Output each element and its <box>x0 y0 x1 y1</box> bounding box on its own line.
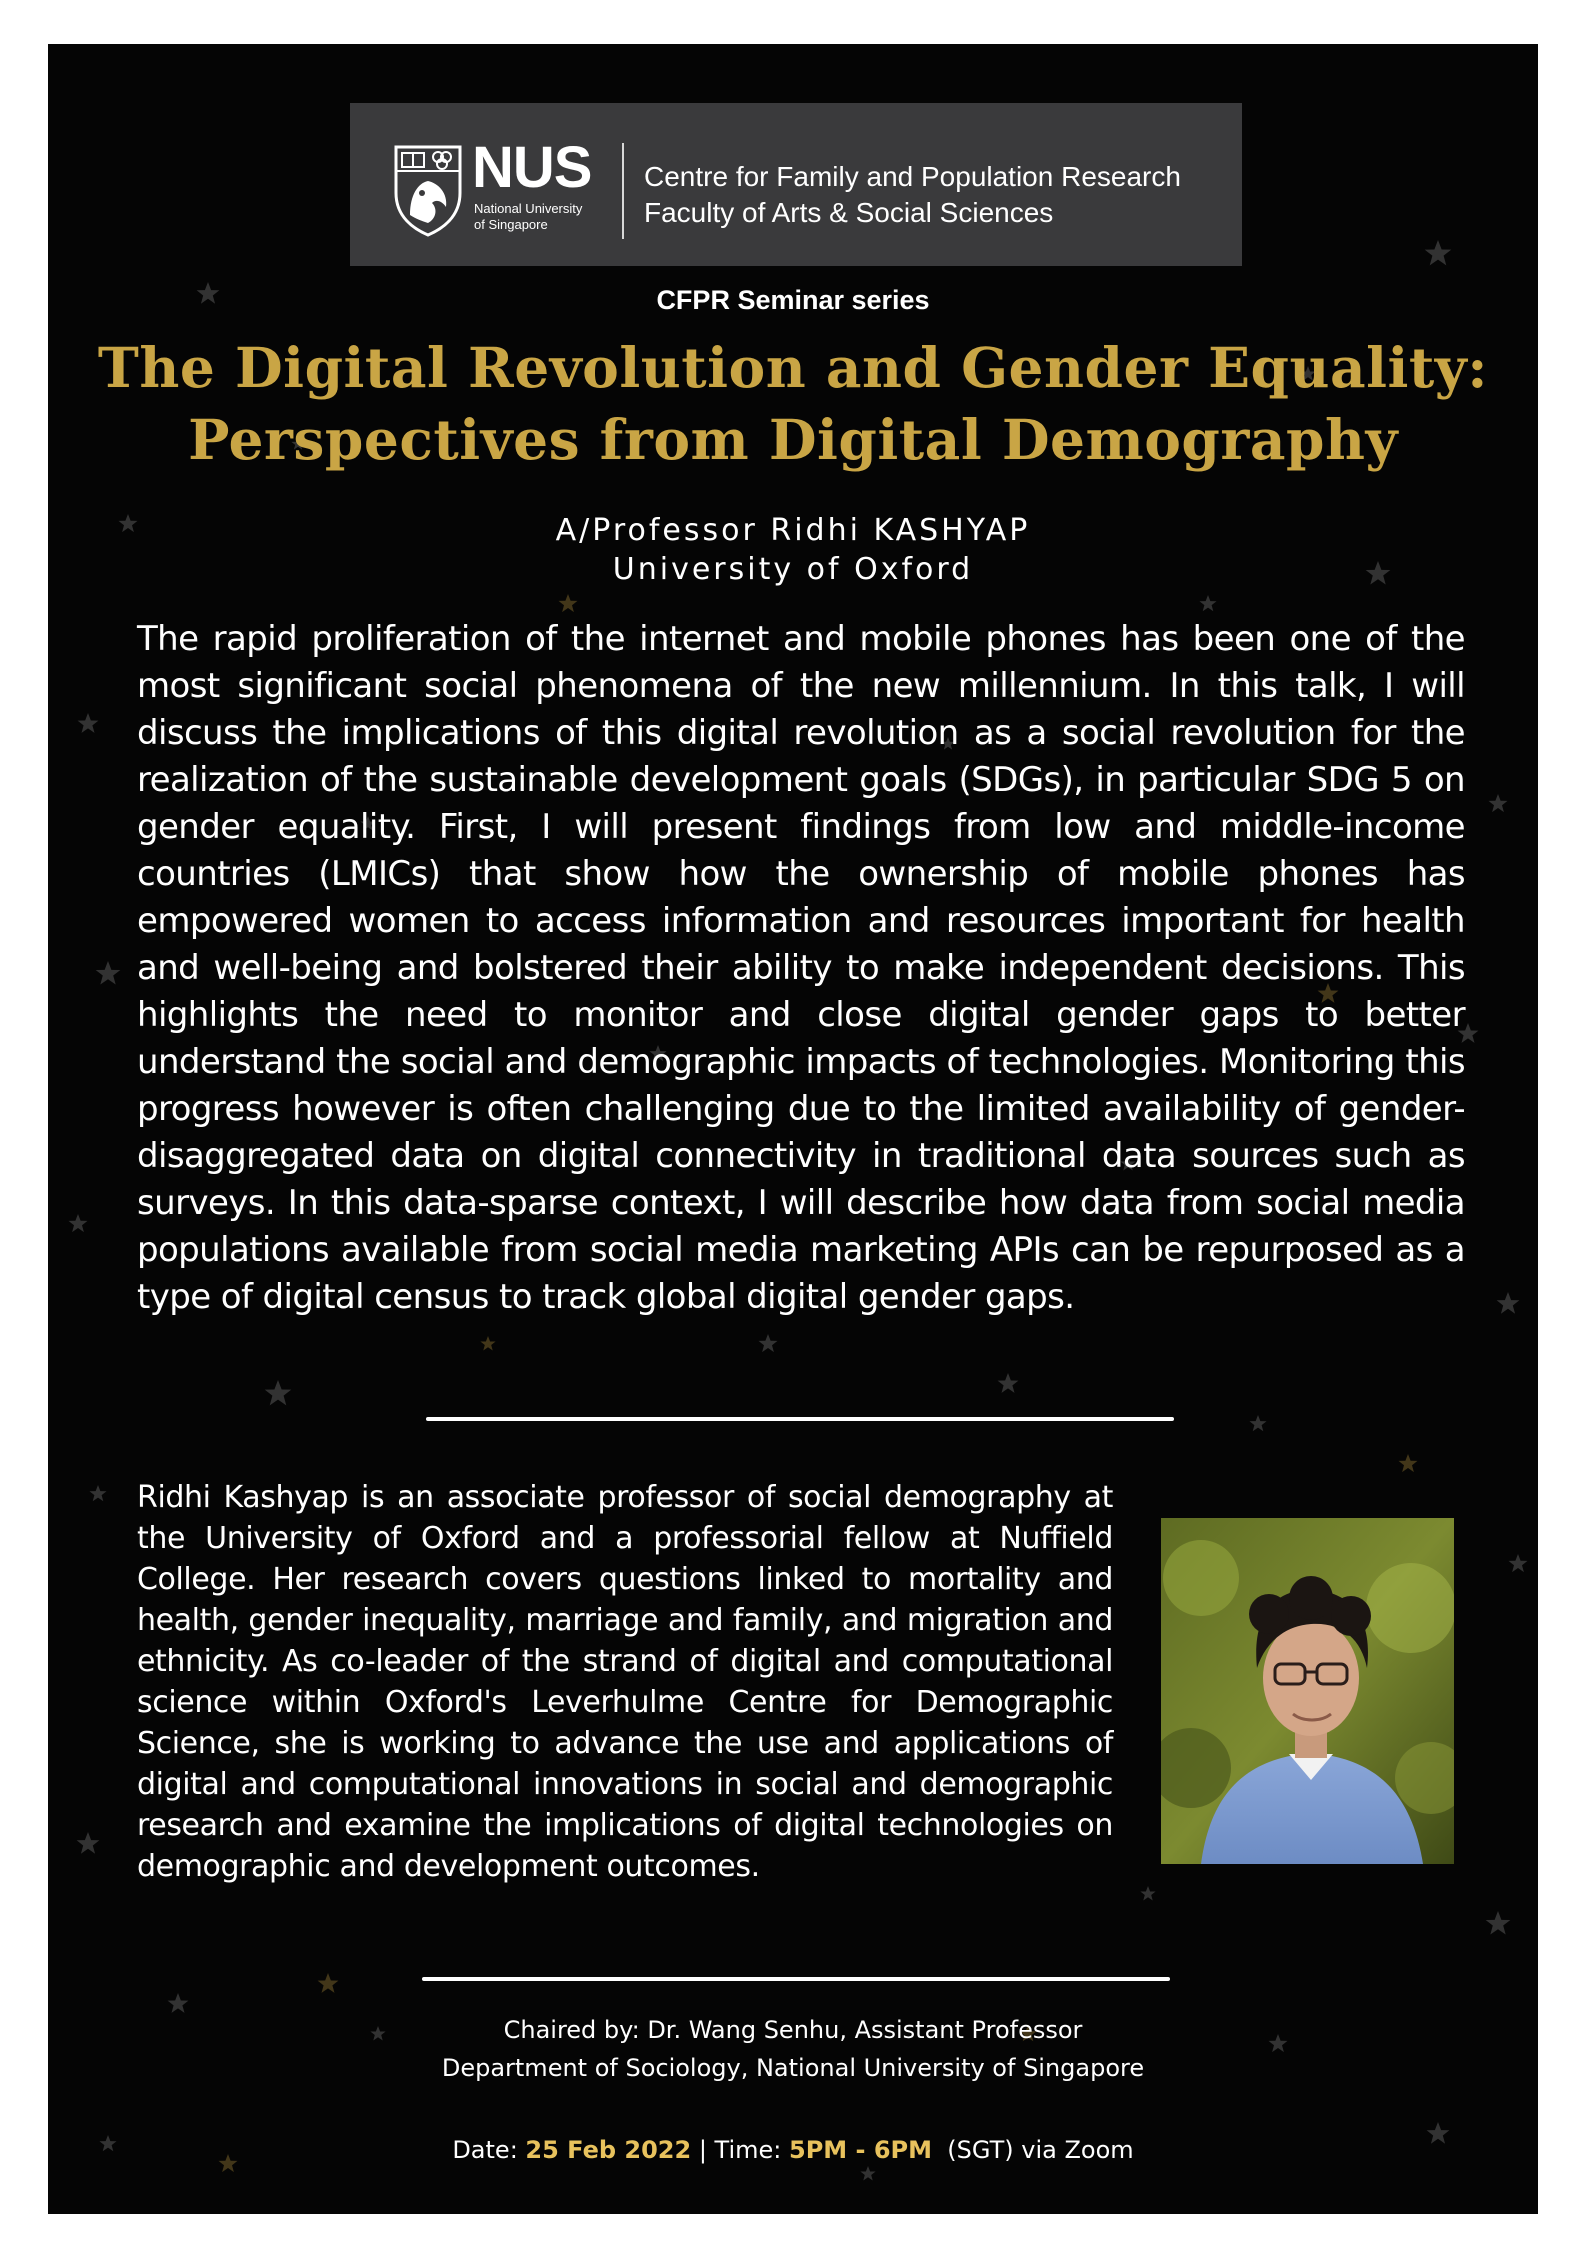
logo-banner <box>350 103 1242 266</box>
centre-name: Centre for Family and Population Research Faculty of Arts & Social Sciences <box>644 161 1181 228</box>
logo-divider <box>622 143 624 239</box>
chair-info: Chaired by: Dr. Wang Senhu, Assistant Professor Department of Sociology, National University of Singapore <box>441 2016 1145 2082</box>
seminar-poster <box>48 44 1538 2214</box>
speaker-info <box>48 511 1538 589</box>
series-label: CFPR Seminar series <box>656 285 930 315</box>
nus-logo-text: NUS <box>472 135 592 200</box>
speaker-bio: Ridhi Kashyap is an associate professor of social demography at the University of Oxford and a professorial fellow at Nuffield College. Her research covers questions linked to mortality and health, gender inequality, marriage and family, and migration and ethnicity. As co-leader of the strand of digital and computational science within Oxford's Leverhulme Centre for Demographic Science, she is working to advance the use and applications of digital and computational innovations in social and demographic research and examine the implications of digital technologies on demographic and development outcomes. <box>137 1480 1113 1884</box>
divider-line <box>422 1977 1170 1981</box>
speaker-name: A/Professor Ridhi KASHYAP <box>555 513 1031 548</box>
talk-abstract: The rapid proliferation of the internet and mobile phones has been one of the most significant social phenomena of the new millennium. In this talk, I will discuss the implications of this digital revolution as a social revolution for the realization of the sustainable development goals (SDGs), in particular SDG 5 on gender equality. First, I will present findings from low and middle-income countries (LMICs) that show how the ownership of mobile phones has empowered women to access information and resources important for health and well-being and bolstered their ability to make independent decisions. This highlights the need to monitor and close digital gender gaps to better understand the social and demographic impacts of technologies. Monitoring this progress however is often challenging due to the limited availability of gender-disaggregated data on digital connectivity in traditional data sources such as surveys. In this data-sparse context, I will describe how data from social media populations available from social media marketing APIs can be repurposed as a type of digital census to track global digital gender gaps. <box>137 619 1465 1317</box>
speaker-photo <box>1161 1518 1454 1864</box>
nus-logo-subtitle: National University of Singapore <box>474 201 583 232</box>
event-date: 25 Feb 2022 <box>525 2136 692 2164</box>
speaker-affiliation: University of Oxford <box>612 552 974 587</box>
event-datetime: Date: 25 Feb 2022 | Time: 5PM - 6PM (SGT) via Zoom <box>452 2136 1134 2164</box>
divider-line <box>426 1417 1174 1421</box>
nus-crest-icon <box>392 143 464 237</box>
seminar-title: The Digital Revolution and Gender Equality: Perspectives from Digital Demography <box>97 335 1489 472</box>
event-time: 5PM - 6PM <box>789 2136 933 2164</box>
